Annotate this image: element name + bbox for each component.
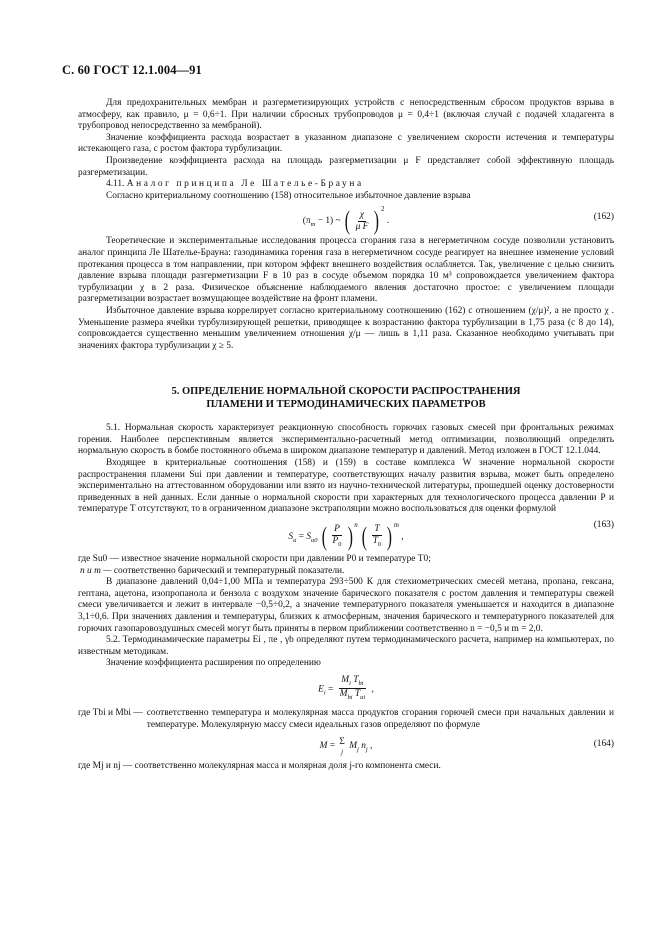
eq-text: . [384, 216, 390, 227]
fraction [354, 210, 371, 233]
eq-text: − 1) ~ [315, 216, 343, 227]
eq-text: , [367, 740, 373, 751]
paragraph: 5.2. Термодинамические параметры Ei , πe , γb определяют путем термодинамического расчета, например на компьютерах, по известным методикам. [78, 635, 614, 657]
eq-sub: ui [360, 694, 366, 702]
equation-164 [78, 731, 614, 761]
fraction [331, 524, 344, 550]
exponent: 2 [381, 205, 385, 214]
fraction [371, 524, 383, 550]
eq-text: , [398, 532, 404, 543]
paren: ) [374, 206, 380, 236]
paragraph: Входящее в критериальные соотношения (158) и (159) в составе комплекса W значение нормальной скорости распространения пламени Sui при давлении и температуре, соответствующих началу развития взрыва, может быть определено экспериментально на аттестованном оборудовании или взято из научно-технической литературы, прошедшей оценку достоверности приведенных в ней данных. Если данные о нормальной скорости при характерных для технологического процесса давлении P и температуре T отсутствуют, то в ограниченном диапазоне экстраполяции можно воспользоваться для оценки формулой [78, 458, 614, 515]
definition-line: где Mj и nj — соответственно молекулярная масса и молярная доля j-го компонента смеси. [78, 761, 441, 772]
paren: ) [386, 521, 393, 551]
section-title [78, 386, 614, 411]
definition-term: n и m — [80, 565, 112, 576]
eq-sub: m [310, 221, 316, 229]
eq-sub: bi [347, 694, 353, 702]
eq-text: S [306, 532, 312, 543]
eq-sub: 0 [377, 540, 382, 548]
numerator: T [350, 674, 359, 685]
numerator: T [374, 524, 380, 535]
eq-sub: u [293, 536, 297, 544]
subsection-number: 4.11. [106, 179, 125, 190]
definition-desc: соответственно барический и температурный показатели. [113, 565, 345, 576]
eq-text: = [325, 684, 336, 695]
paren: ( [321, 521, 327, 551]
section-title-line: 5. ОПРЕДЕЛЕНИЕ НОРМАЛЬНОЙ СКОРОСТИ РАСПРОСТРАНЕНИЯ [171, 386, 521, 398]
subsection-heading [78, 179, 614, 191]
definition-term: где Su0 — [78, 554, 119, 565]
subsection-title: Аналог принципа Ле Шателье-Брауна [126, 179, 364, 190]
eq-text: n [358, 740, 366, 751]
section-title-line: ПЛАМЕНИ И ТЕРМОДИНАМИЧЕСКИХ ПАРАМЕТРОВ [206, 398, 486, 410]
definition-term: где Tbi и Mbi — [78, 707, 143, 718]
denominator: μ F [355, 221, 369, 232]
denominator: T [372, 536, 378, 547]
paren: ( [361, 521, 367, 551]
equation-number: (163) [593, 519, 614, 530]
equation-number: (162) [593, 212, 614, 223]
definition-desc: известное значение нормальной скорости при давлении P0 и температуре T0; [121, 554, 431, 565]
paragraph: 5.1. Нормальная скорость характеризует реакционную способность горючих газовых смесей при фронтальных режимах горения. Наиболее перспективным является экспериментально-расчетный метод оптимизации, позволяющий определять нормальную скорость в бомбе постоянного объема в широком диапазоне температур и давлений. Метод изложен в ГОСТ 12.1.044. [78, 423, 614, 457]
paragraph: Произведение коэффициента расхода на площадь разгерметизации μ F представляет собой эффективную площадь разгерметизации. [78, 155, 614, 178]
denominator: M [339, 689, 348, 700]
equation-163 [78, 516, 614, 554]
equation-162 [78, 202, 614, 236]
sum-symbol [339, 737, 344, 755]
numerator: χ [359, 209, 365, 220]
paragraph: Для предохранительных мембран и разгерметизирующих устройств с непосредственным сбросом продуктов взрыва в атмосферу, как правило, μ = 0,6÷1. При наличии сбросных трубопроводов μ = 0,4÷1 (включая случай с подачей хладагента в трубопровод непосредственно за мембраной). [78, 98, 614, 132]
numerator: M [341, 674, 350, 685]
paragraph: Значение коэффициента расхода возрастает в указанном диапазоне с увеличением скорости истечения и температуры истекающего газа, с ростом фактора турбулизации. [78, 132, 614, 155]
paren: ) [347, 521, 353, 551]
eq-sub: j [365, 745, 368, 753]
page-header: С. 60 ГОСТ 12.1.004—91 [62, 63, 202, 77]
paragraph: В диапазоне давлений 0,04÷1,00 МПа и температура 293÷500 К для стехиометрических смесей метана, пропана, гексана, гептана, ацетона, изопропанола и бензола с воздухом значение барического показателя с ростом давления и температуры свежей смеси увеличивается и лежит в интервале −0,5÷0,2, а значение температурного показателя уменьшается и находится в диапазоне 3,1÷0,6. При значениях давления и температуры, близких к атмосферным, значения барического и температурного показателей для горючих газопаровоздушных смесей могут быть приняты в первом приближении соответственно n = −0,5 и m = 2,0. [78, 577, 614, 634]
denominator: P [332, 536, 339, 547]
equation-expansion-coefficient [78, 670, 614, 708]
paragraph: Избыточное давление взрыва коррелирует согласно критериальному соотношению (162) с отношением (χ/μ)², а не просто χ . Уменьшение размера ячейки турбулизирующей решетки, приводящее к возрастанию фактора турбулизации в 1,75 раза (с 8 до 14), сопровождается существенно меньшим увеличением отношения χ/μ — лишь в 1,11 раза. Сказанное необходимо учитывать при значениях фактора турбулизации χ ≥ 5. [78, 305, 614, 351]
definition-desc: соответственно температура и молекулярная масса продуктов сгорания горючей смеси при начальных давлении и температуре. Молекулярную массу смеси идеальных газов определяют по формуле [146, 707, 614, 730]
eq-text: = [327, 740, 338, 751]
eq-sub: 0 [338, 540, 342, 548]
eq-text: M [346, 740, 358, 751]
document-body [78, 98, 614, 773]
denominator: T [352, 689, 361, 700]
paragraph: Теоретические и экспериментальные исследования процесса сгорания газа в негерметичном сосуде позволили установить аналог принципа Ле Шателье-Брауна: газодинамика горения газа в негерметичном сосуде реагирует на внешнее изменение условий протекания процесса в том направлении, при котором эффект внешнего воздействия ослабляется. Так, увеличение с целью снизить давление взрыва площади разгерметизации F в 10 раз в сосуде объемом порядка 10 м³ сопровождается увеличением фактора турбулизации χ в 2 раза. Физическое объяснение наблюдаемого явления достаточно простое: с увеличением площади разгерметизации возрастает возмущающее воздействие на фронт пламени. [78, 236, 614, 305]
definition-line [78, 554, 614, 566]
exponent: n [354, 521, 358, 530]
eq-text: (π [302, 216, 311, 227]
eq-sub: u0 [311, 536, 318, 544]
sigma: Σ [339, 736, 345, 747]
exponent: m [393, 521, 399, 530]
paragraph: Согласно критериальному соотношению (158) относительное избыточное давление взрыва [106, 190, 471, 201]
eq-sub: j [357, 745, 359, 753]
definition-block [78, 708, 614, 731]
eq-sub: i [323, 689, 326, 696]
eq-sub: i [349, 679, 351, 687]
paren: ( [344, 206, 350, 236]
eq-sub: j [341, 747, 344, 756]
equation-number: (164) [593, 739, 614, 750]
eq-sub: bi [358, 679, 364, 687]
fraction [338, 675, 368, 704]
eq-text: E [318, 684, 324, 695]
eq-text: = [296, 532, 307, 543]
eq-text: S [288, 532, 294, 543]
eq-text: , [369, 684, 374, 695]
paragraph: Значение коэффициента расширения по определению [106, 658, 321, 669]
numerator: P [334, 524, 340, 535]
eq-text: M [319, 740, 328, 751]
definition-line [78, 566, 614, 578]
